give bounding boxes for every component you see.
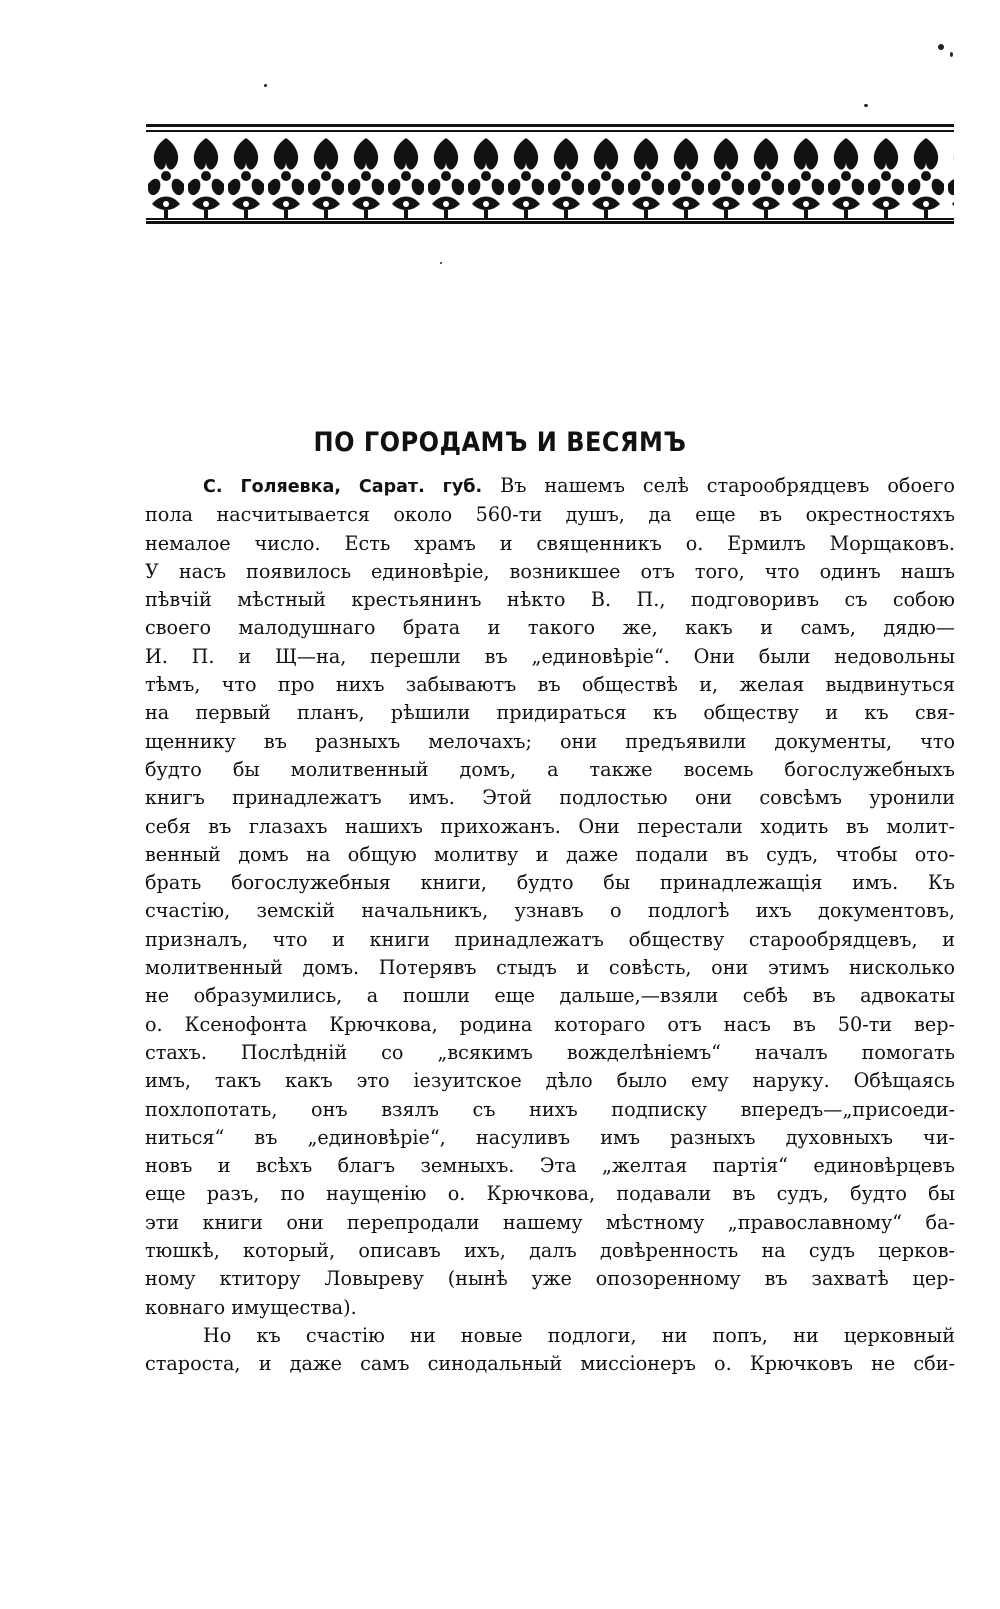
text-line: о. Ксенофонта Крючкова, родина котораго отъ насъ въ 50-ти вер- [145,1012,955,1036]
text-line: староста, и даже самъ синодальный миссіонеръ о. Крючковъ не сби- [145,1352,955,1376]
text-line: Но къ счастію ни новые подлоги, ни попъ, ни церковный [203,1323,955,1347]
text-line: пола насчитывается около 560-ти душъ, да еще въ окрестностяхъ [145,503,955,527]
text-line: не образумились, а пошли еще дальше,—взяли себѣ въ адвокаты [145,984,955,1008]
text-line: похлопотать, онъ взялъ съ нихъ подписку впередъ—„присоеди- [145,1097,955,1121]
text-line: на первый планъ, рѣшили придираться къ обществу и къ свя- [145,701,955,725]
text-line: тѣмъ, что про нихъ забываютъ въ обществѣ и, желая выдвинуться [145,673,955,697]
text-line: ному ктитору Ловыреву (нынѣ уже опозоренному въ захватѣ цер- [145,1267,955,1291]
text-line: своего малодушнаго брата и такого же, какъ и самъ, дядю— [145,616,955,640]
speck [864,104,868,107]
text-line: будто бы молитвенный домъ, а также восемь богослужебныхъ [145,757,955,781]
text-line: имъ, такъ какъ это іезуитское дѣло было ему наруку. Обѣщаясь [145,1069,955,1093]
speck [440,262,442,264]
text-line: И. П. и Щ—на, перешли въ „единовѣріе“. Они были недовольны [145,644,955,668]
text-line: венный домъ на общую молитву и даже подали въ судъ, чтобы ото- [145,842,955,866]
text-line: брать богослужебныя книги, будто бы принадлежащія имъ. Къ [145,871,955,895]
speck [938,44,944,50]
text-line: молитвенный домъ. Потерявъ стыдъ и совѣсть, они этимъ нисколько [145,956,955,980]
text-line: эти книги они перепродали нашему мѣстному „православному“ ба- [145,1210,955,1234]
decorative-ornament-band [146,124,954,224]
text-line: ниться“ въ „единовѣріе“, насуливъ имъ разныхъ духовныхъ чи- [145,1125,955,1149]
article-heading: ПО ГОРОДАМЪ И ВЕСЯМЪ [313,426,687,458]
article-body [145,472,955,1379]
text-line: У насъ появилось единовѣріе, возникшее отъ того, что одинъ нашъ [145,559,955,583]
place-name: С. Голяевка, Сарат. губ. [203,477,483,497]
text-line: призналъ, что и книги принадлежатъ обществу старообрядцевъ, и [145,927,955,951]
text-line: пѣвчій мѣстный крестьянинъ нѣкто В. П., подговоривъ съ собою [145,588,955,612]
text-line: ковнаго имущества). [145,1295,357,1319]
text-line: еще разъ, по наущенію о. Крючкова, подавали въ судъ, будто бы [145,1182,955,1206]
text-line: тюшкѣ, который, описавъ ихъ, далъ довѣренность на судъ церков- [145,1239,955,1263]
speck [264,84,267,87]
text-line: немалое число. Есть храмъ и священникъ о. Ермилъ Морщаковъ. [145,531,955,555]
text-line: щеннику въ разныхъ мелочахъ; они предъявили документы, что [145,729,955,753]
text-line: стахъ. Послѣдній со „всякимъ вожделѣніемъ“ началъ помогать [145,1040,955,1064]
text-line: книгъ принадлежатъ имъ. Этой подлостью они совсѣмъ уронили [145,786,955,810]
speck [950,52,953,57]
text-line: С. Голяевка, Сарат. губ. Въ нашемъ селѣ старообрядцевъ обоего [203,474,955,497]
text-line: новъ и всѣхъ благъ земныхъ. Эта „желтая партія“ единовѣрцевъ [145,1154,955,1178]
text-line: себя въ глазахъ нашихъ прихожанъ. Они перестали ходить въ молит- [145,814,955,838]
text-line: счастію, земскій начальникъ, узнавъ о подлогѣ ихъ документовъ, [145,899,955,923]
